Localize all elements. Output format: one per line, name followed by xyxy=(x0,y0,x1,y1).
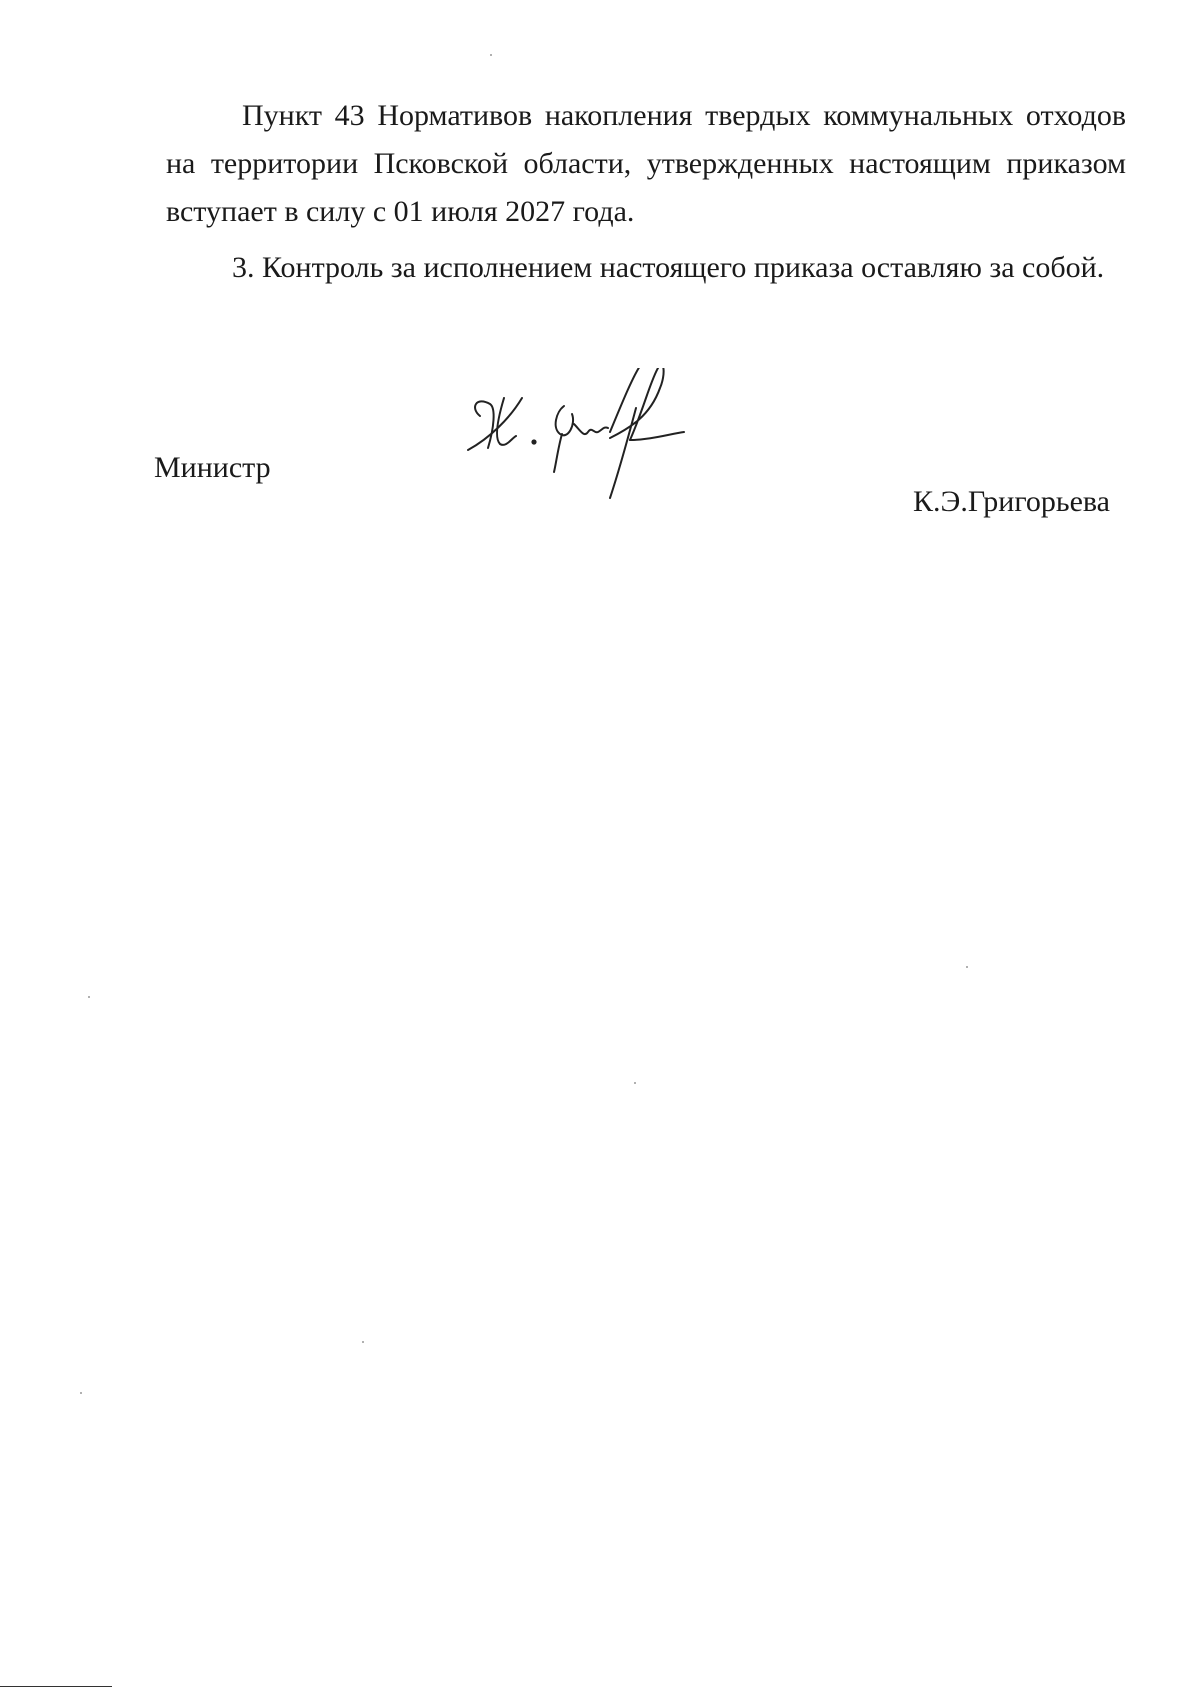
scan-speck xyxy=(88,996,90,998)
scan-speck xyxy=(362,1341,364,1343)
signer-name: К.Э.Григорьева xyxy=(913,485,1110,518)
scan-speck xyxy=(80,1392,82,1394)
signer-position: Министр xyxy=(154,451,271,484)
paragraph-control-clause: 3. Контроль за исполнением настоящего приказа оставляю за собой. xyxy=(232,251,1105,284)
scan-speck xyxy=(634,1082,636,1084)
paragraph-effective-date: Пункт 43 Нормативов накопления твердых коммунальных отходов на территории Псковской области, утвержденных настоящим приказом вступает в силу с 01 июля 2027 года. xyxy=(166,99,1126,228)
handwritten-signature xyxy=(460,368,720,538)
footer-rule xyxy=(0,1686,112,1687)
scan-speck xyxy=(966,966,968,968)
scan-speck xyxy=(490,54,492,56)
